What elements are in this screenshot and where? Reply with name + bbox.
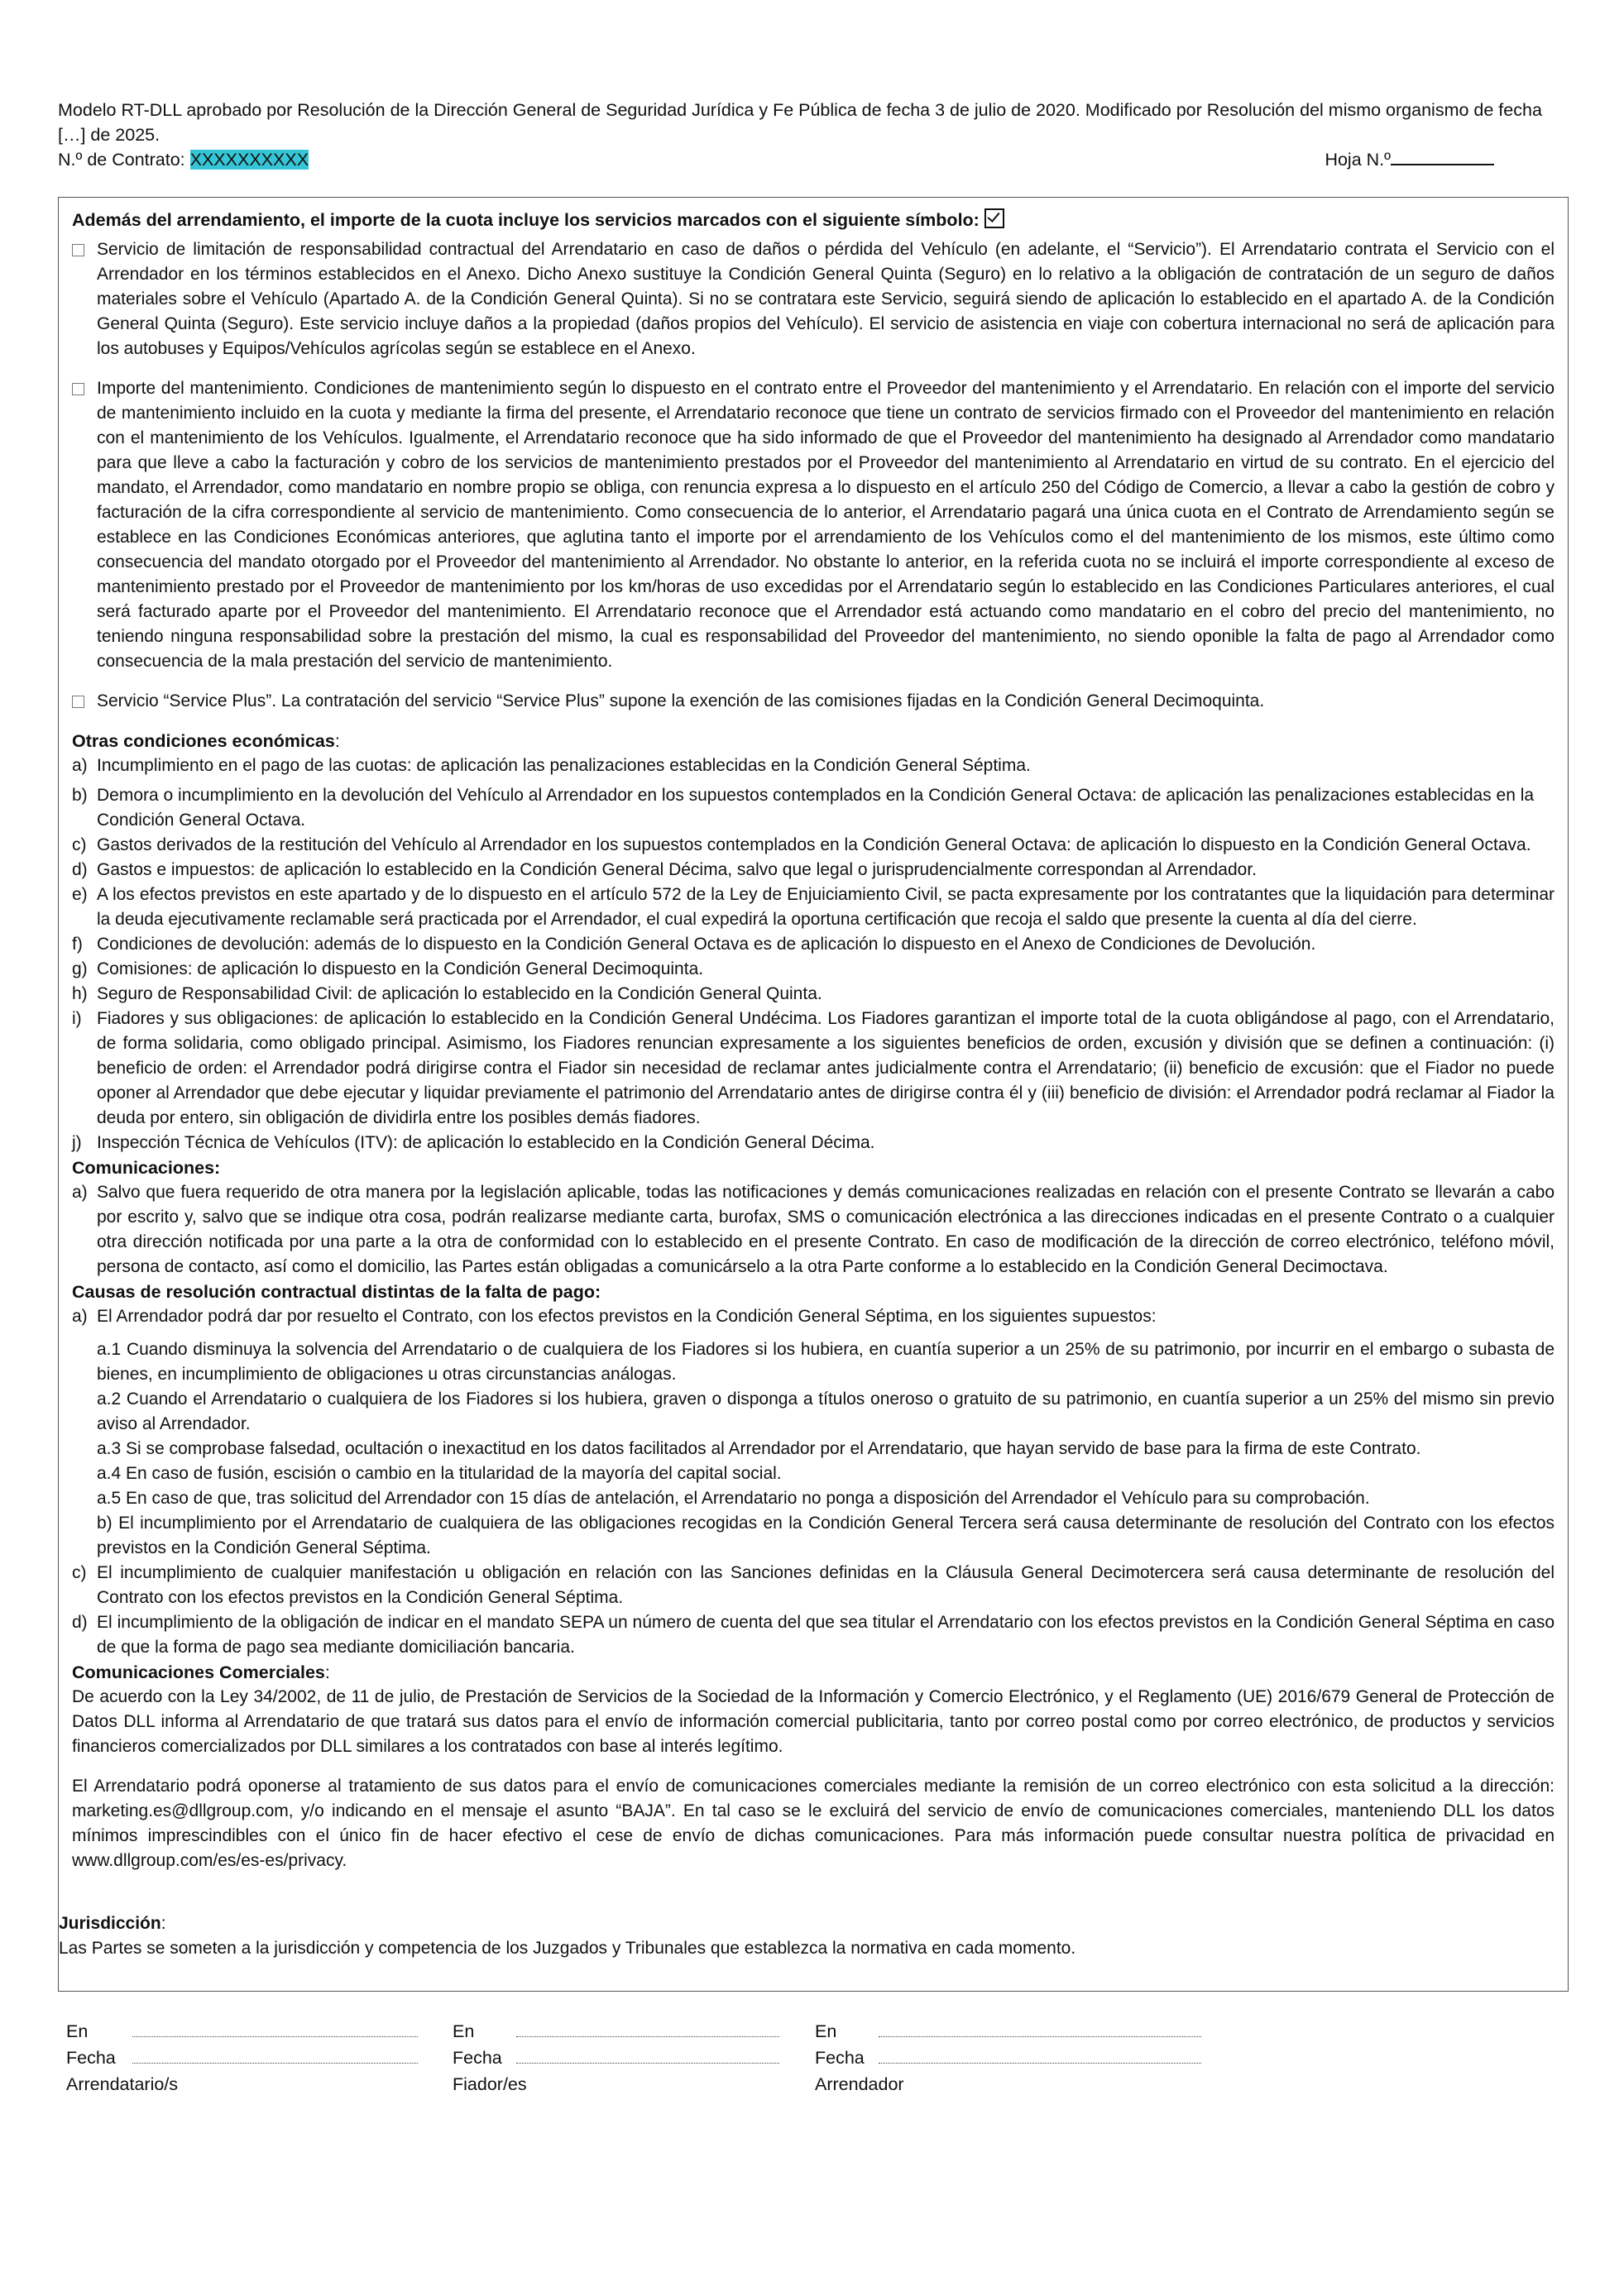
termination-sub: a.1 Cuando disminuya la solvencia del Arrendatario o de cualquiera de los Fiadores si los hubiera, en cuantía superior a un 25% de su patrimonio, por incurrir en el embargo o subasta de bienes, en incumplimiento de obligaciones u otras circunstancias análogas. bbox=[97, 1340, 1555, 1384]
commercial-title bbox=[72, 1660, 1555, 1685]
item-text: El incumplimiento de cualquier manifestación u obligación en relación con las Sanciones definidas en la Cláusula General Decimotercera será causa determinante de resolución del Contrato con los efectos previstos en la Condición General Séptima. bbox=[97, 1563, 1555, 1607]
item-text: Seguro de Responsabilidad Civil: de aplicación lo establecido en la Condición General Quinta. bbox=[97, 984, 822, 1003]
party-label: Arrendador bbox=[815, 2074, 904, 2094]
contract-number-row bbox=[58, 147, 1564, 172]
item-label: a) bbox=[72, 1307, 88, 1326]
economic-item bbox=[72, 932, 1555, 957]
termination-sub: a.4 En caso de fusión, escisión o cambio en la titularidad de la mayoría del capital social. bbox=[97, 1464, 782, 1483]
item-text: El Arrendador podrá dar por resuelto el Contrato, con los efectos previstos en la Condición General Séptima, en los siguientes supuestos: bbox=[97, 1307, 1157, 1326]
termination-sub: a.5 En caso de que, tras solicitud del Arrendador con 15 días de antelación, el Arrendatario no ponga a disposición del Arrendador el Vehículo para su comprobación. bbox=[97, 1489, 1370, 1508]
signature-block-lessor bbox=[815, 2018, 1212, 2097]
jurisdiction-section bbox=[59, 1911, 1548, 1961]
item-label: g) bbox=[72, 959, 88, 978]
item-label: c) bbox=[72, 835, 87, 854]
termination-sub: a.2 Cuando el Arrendatario o cualquiera de los Fiadores si los hubiera, graven o disponga a títulos oneroso o gratuito de su patrimonio, en cuantía superior a un 25% del mismo sin previo aviso al Arrendador. bbox=[97, 1390, 1555, 1433]
party-label: Fiador/es bbox=[453, 2074, 527, 2094]
date-line[interactable] bbox=[516, 2063, 779, 2064]
sheet-number bbox=[1325, 147, 1494, 172]
communications-item bbox=[72, 1180, 1555, 1280]
economic-item bbox=[72, 982, 1555, 1007]
place-line[interactable] bbox=[879, 2036, 1201, 2037]
economic-title-text: Otras condiciones económicas bbox=[72, 731, 335, 751]
place-label: En bbox=[453, 2021, 475, 2041]
economic-item bbox=[72, 858, 1555, 883]
economic-item bbox=[72, 833, 1555, 858]
date-label: Fecha bbox=[453, 2048, 502, 2068]
jurisdiction-text: Las Partes se someten a la jurisdicción y competencia de los Juzgados y Tribunales que establezca la normativa en cada momento. bbox=[59, 1939, 1076, 1958]
services-title bbox=[72, 208, 1555, 232]
economic-item bbox=[72, 1131, 1555, 1155]
economic-title-colon: : bbox=[334, 731, 340, 751]
item-text: A los efectos previstos en este apartado y de lo dispuesto en el artículo 572 de la Ley de Enjuiciamiento Civil, se pacta expresamente por los contratantes que la liquidación para determinar la deuda ejecutivamente reclamable será practicada por el Arrendador, el cual expedirá la oportuna certificación que recoja el saldo que presente la cuenta al día del cierre. bbox=[97, 885, 1555, 929]
date-line[interactable] bbox=[879, 2063, 1201, 2064]
item-label: a) bbox=[72, 756, 88, 775]
place-label: En bbox=[815, 2021, 837, 2041]
commercial-paragraph: El Arrendatario podrá oponerse al tratamiento de sus datos para el envío de comunicaciones comerciales mediante la remisión de un correo electrónico con esta solicitud a la dirección: marketing.es@dllgroup.com, y/o indicando en el mensaje el asunto “BAJA”. En tal caso se le excluirá del servicio de envío de comunicaciones comerciales, manteniendo DLL los datos mínimos imprescindibles con el único fin de hacer efectivo el cese de envío de dichas comunicaciones. Para más información puede consultar nuestra política de privacidad en www.dllgroup.com/es/es-es/privacy. bbox=[72, 1777, 1555, 1870]
item-label: b) bbox=[72, 786, 88, 805]
sheet-number-label: Hoja N.º bbox=[1325, 150, 1391, 170]
item-text: Demora o incumplimiento en la devolución del Vehículo al Arrendador en los supuestos contemplados en la Condición General Octava: de aplicación las penalizaciones establecidas en la Condición General Octava. bbox=[97, 786, 1535, 830]
item-text: Gastos e impuestos: de aplicación lo establecido en la Condición General Décima, salvo que legal o jurisprudencialmente correspondan al Arrendador. bbox=[97, 860, 1257, 879]
item-label: c) bbox=[72, 1563, 87, 1582]
commercial-paragraph: De acuerdo con la Ley 34/2002, de 11 de julio, de Prestación de Servicios de la Sociedad de la Información y Comercio Electrónico, y el Reglamento (UE) 2016/679 General de Protección de Datos DLL informa al Arrendatario de que tratará sus datos para el envío de información comercial publicitaria, tanto por correo postal como por correo electrónico, de productos y servicios financieros comercializados por DLL similares a los contratados con base al interés legítimo. bbox=[72, 1687, 1555, 1756]
item-text: Salvo que fuera requerido de otra manera por la legislación aplicable, todas las notificaciones y demás comunicaciones realizadas en relación con el presente Contrato se llevarán a cabo por escrito y, salvo que se indique otra cosa, podrán realizarse mediante carta, burofax, SMS o comunicación electrónica a las direcciones indicadas en el presente Contrato o a cualquier otra dirección notificada por una parte a la otra de conformidad con lo establecido en el presente Contrato. En caso de modificación de la dirección de correo electrónico, teléfono móvil, persona de contacto, así como el domicilio, las Partes están obligadas a comunicárselo a la otra Parte conforme a lo establecido en la Condición General Decimoctava. bbox=[97, 1183, 1555, 1276]
signature-block-guarantor bbox=[453, 2018, 800, 2097]
checked-box-icon bbox=[984, 208, 1004, 228]
date-label: Fecha bbox=[815, 2048, 865, 2068]
service-item-maintenance bbox=[72, 376, 1555, 674]
item-label: i) bbox=[72, 1009, 82, 1028]
date-line[interactable] bbox=[132, 2063, 418, 2064]
conditions-box bbox=[58, 197, 1569, 1992]
economic-item bbox=[72, 753, 1555, 778]
item-label: j) bbox=[72, 1133, 82, 1152]
services-section bbox=[72, 208, 1555, 1888]
signature-block-tenant bbox=[66, 2018, 422, 2097]
termination-item-a bbox=[72, 1304, 1555, 1329]
checkbox-icon[interactable] bbox=[72, 244, 84, 256]
item-text: Fiadores y sus obligaciones: de aplicación lo establecido en la Condición General Undécima. Los Fiadores garantizan el importe total de la cuota obligándose al pago, con el Arrendatario, de forma solidaria, como obligado principal. Asimismo, los Fiadores renuncian expresamente a los siguientes beneficios de orden, excusión y división que se definen a continuación: (i) beneficio de orden: el Arrendador podrá dirigirse contra el Fiador sin necesidad de reclamar antes judicialmente contra el Arrendatario; (ii) beneficio de excusión: que el Fiador no puede oponer al Arrendador que debe ejecutar y liquidar previamente el patrimonio del Arrendatario antes de dirigirse contra él y (iii) beneficio de división: el Arrendador podrá reclamar al Fiador la deuda por entero, sin obligación de dividirla entre los posibles demás fiadores. bbox=[97, 1009, 1555, 1127]
commercial-title-colon: : bbox=[324, 1662, 330, 1682]
termination-item bbox=[72, 1561, 1555, 1610]
service-item-liability bbox=[72, 237, 1555, 361]
item-text: Inspección Técnica de Vehículos (ITV): de aplicación lo establecido en la Condición General Décima. bbox=[97, 1133, 875, 1152]
checkbox-icon[interactable] bbox=[72, 383, 84, 395]
termination-item bbox=[72, 1610, 1555, 1660]
service-text: Servicio de limitación de responsabilidad contractual del Arrendatario en caso de daños o pérdida del Vehículo (en adelante, el “Servicio”). El Arrendatario contrata el Servicio con el Arrendador en los términos establecidos en el Anexo. Dicho Anexo sustituye la Condición General Quinta (Seguro) en lo relativo a la obligación de contratación de un seguro de daños materiales sobre el Vehículo (Apartado A. de la Condición General Quinta). Si no se contratara este Servicio, seguirá siendo de aplicación lo establecido en el apartado A. de la Condición General Quinta (Seguro). Este servicio incluye daños a la propiedad (daños propios del Vehículo). El servicio de asistencia en viaje con cobertura internacional no será de aplicación para los autobuses y Equipos/Vehículos agrícolas según se establece en el Anexo. bbox=[97, 240, 1555, 358]
commercial-title-text: Comunicaciones Comerciales bbox=[72, 1662, 325, 1682]
economic-item bbox=[72, 783, 1555, 833]
date-label: Fecha bbox=[66, 2048, 116, 2068]
communications-title: Comunicaciones: bbox=[72, 1158, 221, 1178]
economic-item bbox=[72, 957, 1555, 982]
model-reference-date: […] de 2025. bbox=[58, 125, 160, 145]
termination-title: Causas de resolución contractual distintas de la falta de pago: bbox=[72, 1282, 601, 1302]
economic-item bbox=[72, 1007, 1555, 1131]
termination-sub: a.3 Si se comprobase falsedad, ocultación o inexactitud en los datos facilitados al Arrendador por el Arrendatario, que hayan servido de base para la firma de este Contrato. bbox=[97, 1439, 1421, 1458]
sheet-number-blank bbox=[1391, 147, 1494, 165]
service-text: Servicio “Service Plus”. La contratación del servicio “Service Plus” supone la exención de las comisiones fijadas en la Condición General Decimoquinta. bbox=[97, 691, 1265, 710]
item-label: d) bbox=[72, 1613, 88, 1632]
contract-number-label: N.º de Contrato: bbox=[58, 150, 190, 170]
contract-number-value: XXXXXXXXXX bbox=[189, 150, 309, 170]
model-reference: Modelo RT-DLL aprobado por Resolución de la Dirección General de Seguridad Jurídica y Fe Pública de fecha 3 de julio de 2020. Modificado por Resolución del mismo organismo de fecha bbox=[58, 100, 1542, 120]
item-text: Condiciones de devolución: además de lo dispuesto en la Condición General Octava es de aplicación lo dispuesto en el Anexo de Condiciones de Devolución. bbox=[97, 935, 1316, 954]
place-line[interactable] bbox=[516, 2036, 779, 2037]
item-text: Comisiones: de aplicación lo dispuesto en la Condición General Decimoquinta. bbox=[97, 959, 704, 978]
jurisdiction-title bbox=[59, 1911, 1548, 1936]
jurisdiction-title-colon: : bbox=[160, 1914, 166, 1933]
item-label: f) bbox=[72, 935, 83, 954]
jurisdiction-title-text: Jurisdicción bbox=[59, 1914, 161, 1933]
economic-title bbox=[72, 729, 1555, 753]
item-text: El incumplimiento de la obligación de indicar en el mandato SEPA un número de cuenta del que sea titular el Arrendatario con los efectos previstos en la Condición General Séptima en caso de que la forma de pago sea mediante domiciliación bancaria. bbox=[97, 1613, 1555, 1657]
services-title-text: Además del arrendamiento, el importe de la cuota incluye los servicios marcados con el siguiente símbolo: bbox=[72, 210, 980, 230]
document-header bbox=[58, 98, 1564, 172]
item-label: a) bbox=[72, 1183, 88, 1202]
place-line[interactable] bbox=[132, 2036, 418, 2037]
termination-sub: b) El incumplimiento por el Arrendatario de cualquiera de las obligaciones recogidas en la Condición General Tercera será causa determinante de resolución del Contrato con los efectos previstos en la Condición General Séptima. bbox=[97, 1514, 1555, 1557]
service-item-service-plus bbox=[72, 689, 1555, 714]
item-label: h) bbox=[72, 984, 88, 1003]
item-label: d) bbox=[72, 860, 88, 879]
service-text: Importe del mantenimiento. Condiciones de mantenimiento según lo dispuesto en el contrato entre el Proveedor del mantenimiento y el Arrendatario. En relación con el importe del servicio de mantenimiento incluido en la cuota y mediante la firma del presente, el Arrendatario reconoce que tiene un contrato de servicios firmado con el Proveedor del mantenimiento en relación con el mantenimiento de los Vehículos. Igualmente, el Arrendatario reconoce que ha sido informado de que el Proveedor del mantenimiento ha designado al Arrendador como mandatario para que lleve a cabo la facturación y cobro de los servicios de mantenimiento prestados por el Proveedor del mantenimiento al Arrendatario en virtud de su contrato. En el ejercicio del mandato, el Arrendador, como mandatario en nombre propio se obliga, con renuncia expresa a lo dispuesto en el artículo 250 del Código de Comercio, a llevar a cabo la gestión de cobro y facturación de la cifra correspondiente al servicio de mantenimiento. Como consecuencia de lo anterior, el Arrendatario pagará una única cuota en el Contrato de Arrendamiento según se establece en las Condiciones Económicas anteriores, que aglutina tanto el importe por el arrendamiento de los Vehículos como el del mantenimiento de los mismos, este último como consecuencia del mandato otorgado por el Proveedor del mantenimiento al Arrendador. No obstante lo anterior, en la referida cuota no se incluirá el importe correspondiente al exceso de mantenimiento prestado por el Proveedor de mantenimiento por los km/horas de uso excedidas por el Arrendatario según lo establecido en las Condiciones Particulares anteriores, el cual será facturado aparte por el Proveedor del mantenimiento. El Arrendatario reconoce que el Arrendador está actuando como mandatario en el cobro del precio del mantenimiento, no teniendo ninguna responsabilidad sobre la prestación del mismo, la cual es responsabilidad del Proveedor del mantenimiento, no siendo oponible la falta de pago al Arrendador como consecuencia de la mala prestación del servicio de mantenimiento. bbox=[97, 379, 1555, 671]
item-text: Gastos derivados de la restitución del Vehículo al Arrendador en los supuestos contemplados en la Condición General Octava: de aplicación lo dispuesto en la Condición General Octava. bbox=[97, 835, 1531, 854]
economic-item bbox=[72, 883, 1555, 932]
checkbox-icon[interactable] bbox=[72, 696, 84, 708]
item-label: e) bbox=[72, 885, 88, 904]
item-text: Incumplimiento en el pago de las cuotas: de aplicación las penalizaciones establecidas en la Condición General Séptima. bbox=[97, 756, 1031, 775]
party-label: Arrendatario/s bbox=[66, 2074, 179, 2094]
place-label: En bbox=[66, 2021, 89, 2041]
